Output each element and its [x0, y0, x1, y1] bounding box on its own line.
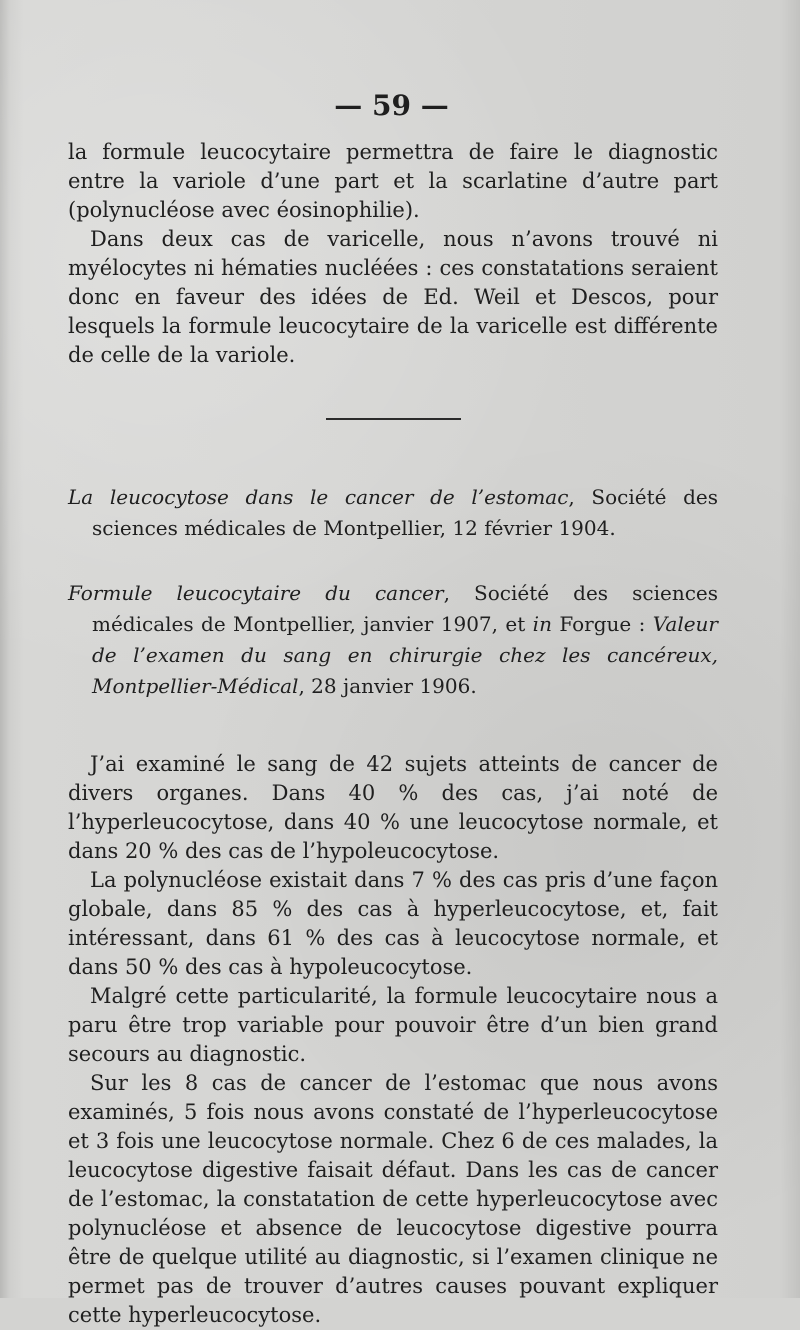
reference-details: , Société des sciences médicales de Montpellier, 12 février 1904.	[92, 485, 718, 540]
reference-title: Formule leucocytaire du cancer	[68, 581, 444, 605]
reference-details: , Société des sciences médicales de Montpellier, janvier 1907, et	[92, 581, 719, 636]
paragraph: La polynucléose existait dans 7 % des cas pris d’une façon globale, dans 85 % des cas à hyperleucocytose, et, fait intéressant, dans 61 % des cas à leucocytose normale, et dans 50 % des cas à hypoleucocytose.	[68, 868, 718, 979]
reference-entry	[68, 578, 718, 702]
page-content	[68, 88, 718, 1330]
paragraph: Dans deux cas de varicelle, nous n’avons trouvé ni myélocytes ni hématies nucléées : ces constatations seraient donc en faveur des idées de Ed. Weil et Descos, pour lesquels la formule leucocytaire de la varicelle est différente de celle de la variole.	[68, 227, 718, 367]
paragraph: J’ai examiné le sang de 42 sujets atteints de cancer de divers organes. Dans 40 % des cas, j’ai noté de l’hyperleucocytose, dans 40 % une leucocytose normale, et dans 20 % des cas de l’hypoleucocytose.	[68, 752, 718, 863]
section-divider	[326, 418, 461, 420]
paragraph: Sur les 8 cas de cancer de l’estomac que nous avons examinés, 5 fois nous avons constaté de l’hyperleucocytose et 3 fois une leucocytose normale. Chez 6 de ces malades, la leucocytose digestive faisait défaut. Dans les cas de cancer de l’estomac, la constatation de cette hyperleucocytose avec polynucléose et absence de leucocytose digestive pourra être de quelque utilité au diagnostic, si l’examen clinique ne permet pas de trouver d’autres causes pouvant expliquer cette hyperleucocytose.	[68, 1071, 718, 1327]
paragraph: Malgré cette particularité, la formule leucocytaire nous a paru être trop variable pour pouvoir être d’un bien grand secours au diagnostic.	[68, 984, 718, 1066]
page-number: — 59 —	[334, 89, 449, 122]
reference-details: , 28 janvier 1906.	[298, 674, 477, 698]
paragraph: la formule leucocytaire permettra de faire le diagnostic entre la variole d’une part et la scarlatine d’autre part (polynucléose avec éosinophilie).	[68, 140, 718, 222]
reference-details: Forgue :	[551, 612, 653, 636]
body-text	[68, 750, 718, 1330]
reference-title: La leucocytose dans le cancer de l’estomac	[68, 485, 569, 509]
reference-in: in	[532, 612, 552, 636]
reference-title: Valeur de l’examen du sang en chirurgie chez les cancéreux, Montpellier-Médical	[92, 612, 718, 698]
reference-entry	[68, 482, 718, 544]
